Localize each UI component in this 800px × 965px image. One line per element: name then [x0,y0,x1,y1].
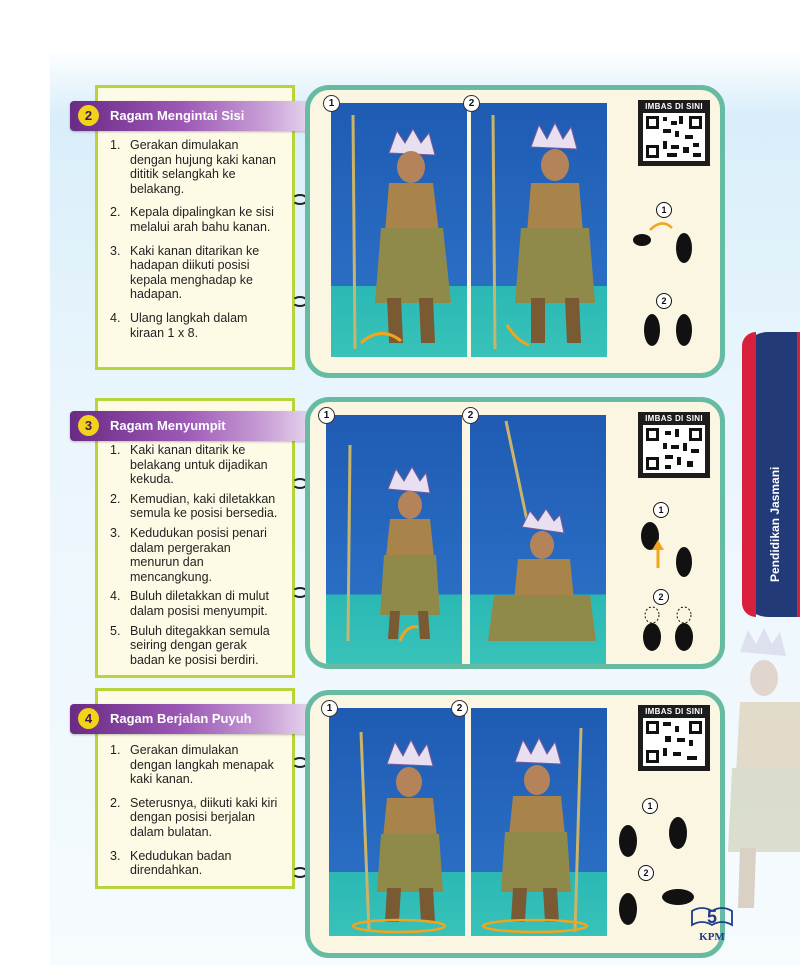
qr-pattern-icon [643,113,705,161]
section-title-ribbon [70,411,320,441]
list-item: 1. Gerakan dimulakan dengan langkah menapak kaki kanan. [110,743,274,787]
steps-list [110,743,282,878]
section-title-ribbon [70,704,320,734]
section-title: Ragam Menyumpit [110,418,226,433]
foot-step-number: 1 [642,798,658,814]
qr-code[interactable] [638,718,710,771]
illustration-panel [305,690,725,958]
foot-step-number: 2 [638,865,654,881]
list-item: 3. Kedudukan posisi penari dalam pergerakan menurun dan mencangkung. [110,525,267,584]
page-top-fade [50,0,800,55]
qr-label: IMBAS DI SINI [638,412,710,425]
foot-step-number: 1 [656,202,672,218]
dancer-photo-2: 2 [471,103,607,357]
qr-code-block[interactable] [638,100,710,166]
section-title: Ragam Berjalan Puyuh [110,711,252,726]
qr-code-block[interactable] [638,412,710,478]
subject-side-tab [742,332,800,617]
section-number-badge: 4 [78,708,99,729]
list-item: 5. Buluh ditegakkan semula seiring dengan gerak badan ke posisi berdiri. [110,623,270,667]
list-item: 3. Kaki kanan ditarikan ke hadapan diikuti posisi kepala menghadap ke hadapan. [110,243,260,302]
publisher-logo: KPM [699,931,725,943]
list-item: 1. Gerakan dimulakan dengan hujung kaki kanan dititik selangkah ke belakang. [110,138,276,196]
dancer-photo-1: 1 [331,103,467,357]
page-number: 5 [706,907,717,927]
dancer-figure [331,103,467,357]
section-title: Ragam Mengintai Sisi [110,108,245,123]
footprint-icon [610,813,710,863]
side-tab-label: Pendidikan Jasmani [768,466,782,582]
list-item: 4. Buluh diletakkan di mulut dalam posisi menyumpit. [110,589,269,618]
dancer-figure [329,708,465,936]
dancer-photo-1: 1 [326,415,462,664]
list-item: 3. Kedudukan badan direndahkan. [110,848,232,878]
footprint-icon [632,605,708,655]
illustration-panel [305,85,725,378]
dancer-photo-1: 1 [329,708,465,936]
side-tab-accent [742,332,756,617]
section-title-ribbon [70,101,320,131]
section-number-badge: 2 [78,105,99,126]
qr-code-block[interactable] [638,705,710,771]
page-number-badge [690,905,734,949]
illustration-panel [305,397,725,669]
dancer-figure [471,708,607,936]
qr-pattern-icon [643,425,705,473]
list-item: 1. Kaki kanan ditarik ke belakang untuk dijadikan kekuda. [110,443,268,487]
section-number-badge: 3 [78,415,99,436]
decorative-dancer-image [726,622,800,912]
list-item: 2. Kemudian, kaki diletakkan semula ke posisi bersedia. [110,491,278,521]
qr-code[interactable] [638,113,710,166]
foot-step-number: 2 [656,293,672,309]
foot-step-number: 2 [653,589,669,605]
qr-label: IMBAS DI SINI [638,705,710,718]
footprint-icon [628,518,708,588]
qr-pattern-icon [643,718,705,766]
dancer-figure [470,415,606,664]
list-item: 2. Seterusnya, diikuti kaki kiri dengan posisi berjalan dalam bulatan. [110,795,278,839]
dancer-photo-2: 2 [470,415,606,664]
list-item: 2. Kepala dipalingkan ke sisi melalui arah bahu kanan. [110,205,274,234]
qr-label: IMBAS DI SINI [638,100,710,113]
foot-step-number: 1 [653,502,669,518]
steps-list [110,443,282,667]
dancer-figure [326,415,462,664]
qr-code[interactable] [638,425,710,478]
footprint-icon [628,218,708,268]
footprint-icon [636,310,706,350]
steps-list [110,138,282,340]
page-margin [0,0,50,965]
list-item: 4. Ulang langkah dalam kiraan 1 x 8. [110,310,248,340]
dancer-photo-2: 2 [471,708,607,936]
dancer-figure [471,103,607,357]
